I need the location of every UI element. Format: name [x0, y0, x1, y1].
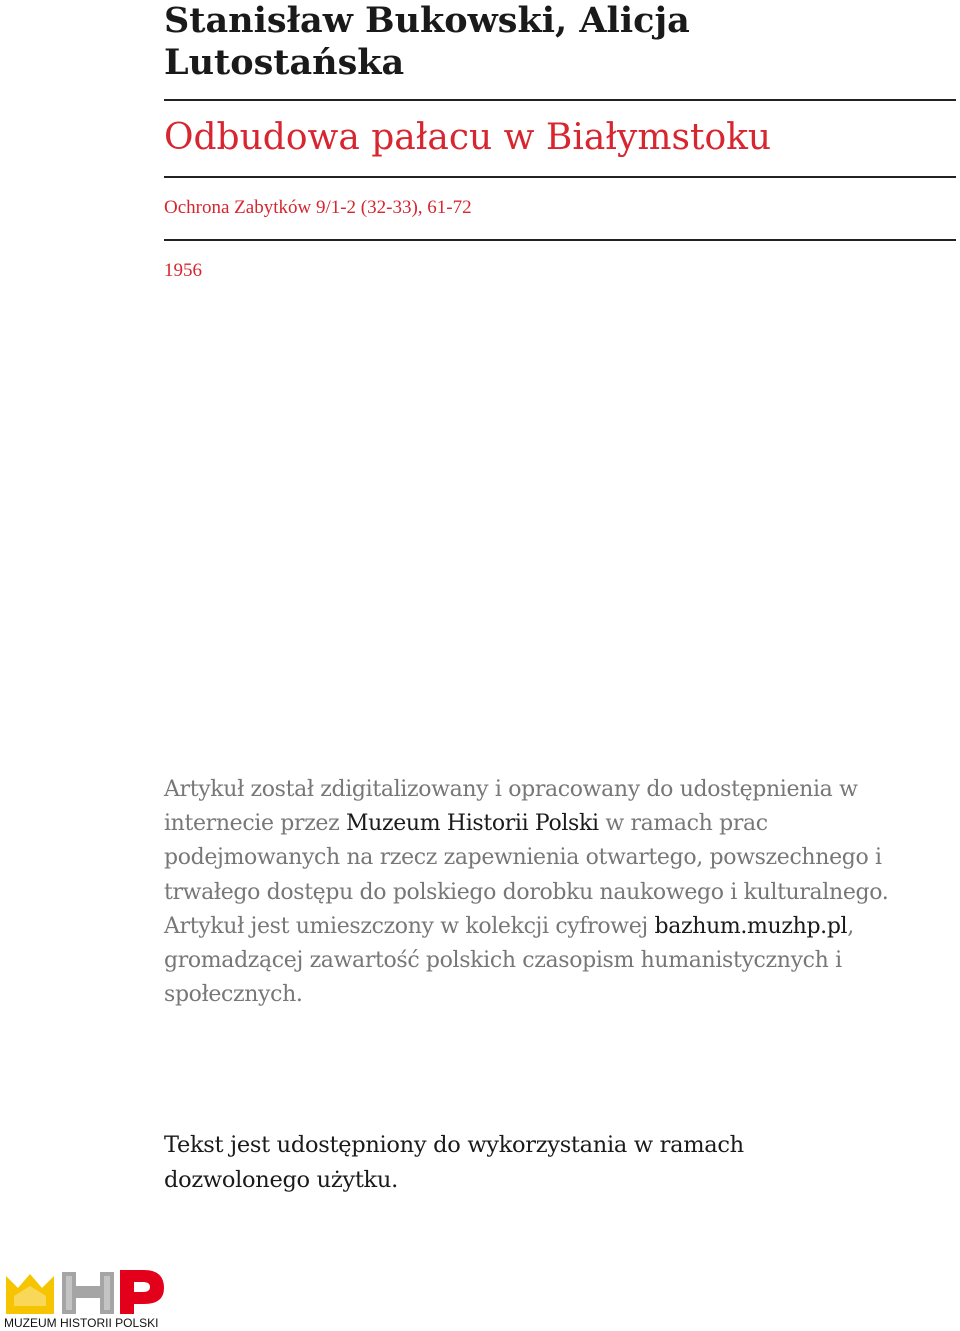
article-title: Odbudowa pałacu w Białymstoku [164, 117, 772, 158]
notice-text: w ramach prac podejmowanych na rzecz zapewnienia otwartego, powszechnego i trwałego dostępu do polskiego dorobku naukowego i kulturalnego. Artykuł jest umieszczony w kolekcji cyfrowej [164, 811, 889, 939]
logo-caption: MUZEUM HISTORII POLSKI [4, 1316, 159, 1330]
publication-year: 1956 [164, 260, 202, 281]
notice-text: Artykuł został zdigitalizowany i opracowany do udostępnienia w internecie przez [164, 777, 858, 837]
authors-heading: Stanisław Bukowski, Alicja Lutostańska [164, 0, 690, 83]
divider-rule [164, 99, 956, 101]
divider-rule [164, 239, 956, 241]
notice-text: , gromadzącej zawartość polskich czasopism humanistycznych i społecznych. [164, 913, 854, 1008]
license-notice: Tekst jest udostępniony do wykorzystania w ramach dozwolonego użytku. [164, 1132, 744, 1193]
museum-logo-icon [4, 1266, 166, 1316]
museum-name: Muzeum Historii Polski [346, 811, 599, 837]
museum-logo [4, 1266, 166, 1330]
divider-rule [164, 176, 956, 178]
journal-citation: Ochrona Zabytków 9/1-2 (32-33), 61-72 [164, 197, 472, 218]
digitization-notice [164, 773, 934, 1012]
collection-site-link[interactable]: bazhum.muzhp.pl [654, 913, 848, 939]
logo-p-mark [120, 1270, 164, 1314]
